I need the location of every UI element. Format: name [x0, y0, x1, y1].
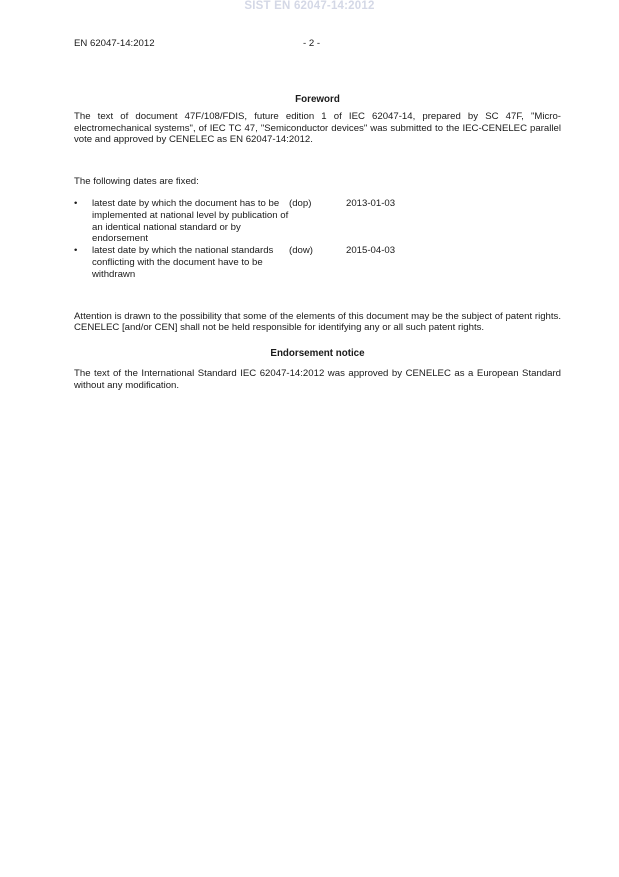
date-value: 2015-04-03 [346, 245, 396, 257]
date-description: latest date by which the national standards conflicting with the document have to be withdrawn [92, 245, 274, 280]
date-description: latest date by which the document has to be implemented at national level by publication of an identical national standard or by endorsement [92, 197, 289, 245]
foreword-paragraph: The text of document 47F/108/FDIS, future edition 1 of IEC 62047-14, prepared by SC 47F, "Micro-electromechanical systems", of IEC TC 47, "Semiconductor devices" was submitted to the IEC-CENELEC parallel vote and approved by CENELEC as EN 62047-14:2012. [74, 110, 561, 146]
page-header [74, 38, 561, 52]
endorsement-paragraph: The text of the International Standard IEC 62047-14:2012 was approved by CENELEC as a European Standard without any modification. [74, 367, 561, 391]
document-id: EN 62047-14:2012 [74, 38, 155, 49]
dates-list [74, 198, 561, 281]
page-number: - 2 - [302, 38, 321, 49]
dates-intro: The following dates are fixed: [74, 176, 199, 188]
date-item-dow [74, 245, 561, 280]
attention-paragraph: Attention is drawn to the possibility that some of the elements of this document may be the subject of patent rights. CENELEC [and/or CEN] shall not be held responsible for identifying any or all such patent rights. [74, 310, 561, 334]
endorsement-heading: Endorsement notice [270, 348, 365, 360]
bullet: • [74, 197, 78, 209]
document-page [74, 38, 561, 392]
date-item-dop [74, 198, 561, 245]
date-abbreviation: (dop) [289, 197, 312, 209]
foreword-heading: Foreword [295, 94, 340, 105]
watermark: SIST EN 62047-14:2012 [244, 0, 375, 12]
date-value: 2013-01-03 [346, 197, 396, 209]
bullet: • [74, 245, 78, 257]
date-abbreviation: (dow) [289, 245, 313, 257]
